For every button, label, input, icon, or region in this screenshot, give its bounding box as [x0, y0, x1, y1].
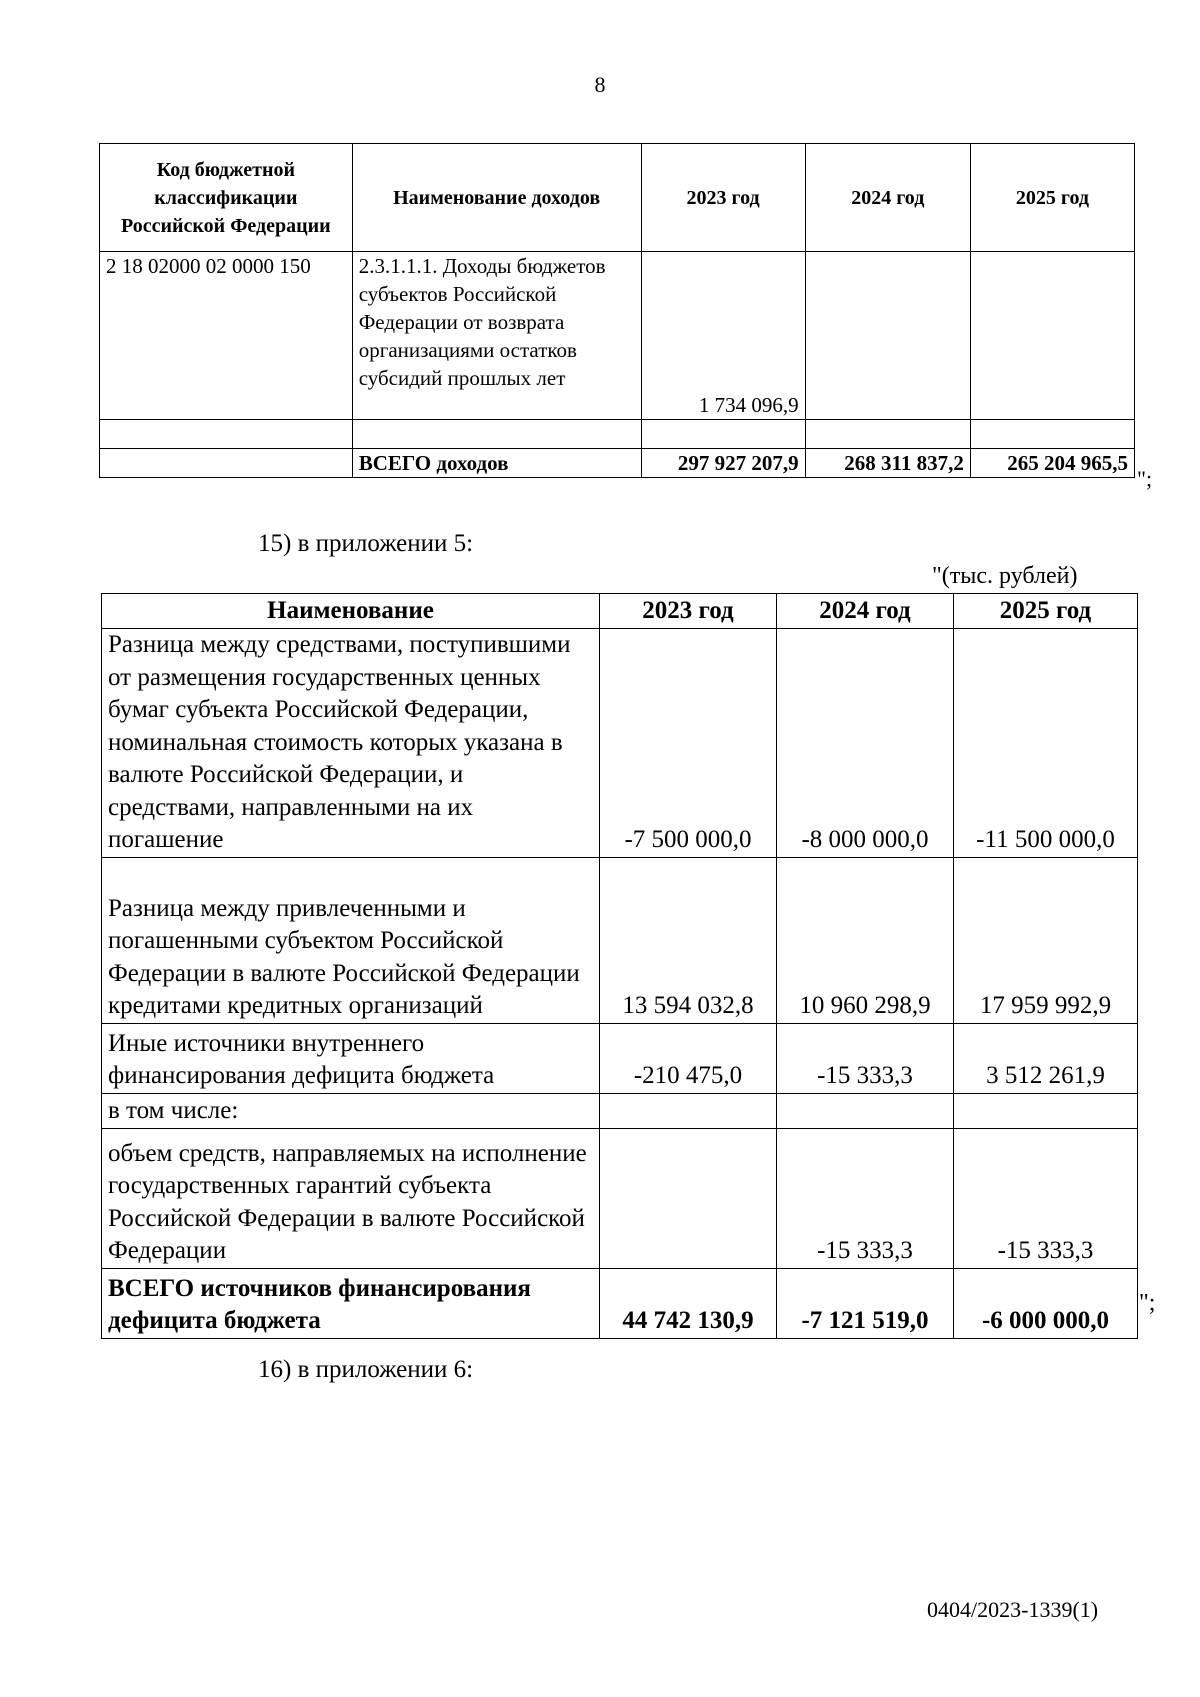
total-2023: 44 742 130,9: [600, 1268, 777, 1338]
total-label: ВСЕГО источников финансирования дефицита бюджета: [102, 1268, 600, 1338]
table-row: [102, 1093, 1138, 1128]
unit-note: "(тыс. рублей): [932, 563, 1078, 589]
cell-name: 2.3.1.1.1. Доходы бюджетов субъектов Российской Федерации от возврата организациями остатков субсидий прошлых лет: [352, 252, 641, 420]
cell-name: объем средств, направляемых на исполнение государственных гарантий субъекта Российской Федерации в валюте Российской Федерации: [102, 1128, 600, 1268]
cell-name: Разница между средствами, поступившими от размещения государственных ценных бумаг субъекта Российской Федерации, номинальная стоимость которых указана в валюте Российской Федерации, и средствами, направленными на их погашение: [102, 629, 600, 858]
cell-2024: -15 333,3: [777, 1023, 954, 1093]
cell-2025: [954, 1093, 1138, 1128]
paragraph-16: 16) в приложении 6:: [258, 1356, 474, 1383]
cell-2023: [600, 1093, 777, 1128]
sources-table: [101, 593, 1138, 1339]
cell-2025: [970, 252, 1134, 420]
total-2024: 268 311 837,2: [805, 449, 970, 478]
paragraph-15: 15) в приложении 5:: [258, 530, 474, 557]
total-row: [102, 1268, 1138, 1338]
table-header-row: [100, 144, 1135, 252]
header-2024: 2024 год: [805, 144, 970, 252]
cell-2023: -210 475,0: [600, 1023, 777, 1093]
table1-closing-quote: ";: [1137, 466, 1153, 491]
total-2025: 265 204 965,5: [970, 449, 1134, 478]
header-name: Наименование доходов: [352, 144, 641, 252]
header-2025: 2025 год: [954, 594, 1138, 629]
header-2024: 2024 год: [777, 594, 954, 629]
header-2023: 2023 год: [641, 144, 805, 252]
table-row: [102, 857, 1138, 1023]
cell-2023: -7 500 000,0: [600, 629, 777, 858]
header-code: Код бюджетной классификации Российской Федерации: [100, 144, 353, 252]
header-2023: 2023 год: [600, 594, 777, 629]
cell-2024: [805, 252, 970, 420]
cell-2024: -15 333,3: [777, 1128, 954, 1268]
table-row: [102, 1023, 1138, 1093]
table2-closing-quote: ";: [1139, 1290, 1156, 1316]
cell-name: в том числе:: [102, 1093, 600, 1128]
total-2023: 297 927 207,9: [641, 449, 805, 478]
cell-code: 2 18 02000 02 0000 150: [100, 252, 353, 420]
table-row: [100, 252, 1135, 420]
cell-2023: 13 594 032,8: [600, 857, 777, 1023]
cell-2024: -8 000 000,0: [777, 629, 954, 858]
page-number: 8: [594, 72, 606, 97]
cell-2023: 1 734 096,9: [641, 252, 805, 420]
total-label: ВСЕГО доходов: [352, 449, 641, 478]
cell-name: Иные источники внутреннего финансирования дефицита бюджета: [102, 1023, 600, 1093]
header-2025: 2025 год: [970, 144, 1134, 252]
table-row: [102, 629, 1138, 858]
cell-2025: -11 500 000,0: [954, 629, 1138, 858]
table-row: [102, 1128, 1138, 1268]
cell-2025: -15 333,3: [954, 1128, 1138, 1268]
total-2024: -7 121 519,0: [777, 1268, 954, 1338]
cell-name: Разница между привлеченными и погашенными субъектом Российской Федерации в валюте Российской Федерации кредитами кредитных организаций: [102, 857, 600, 1023]
total-row: [100, 449, 1135, 478]
document-code: 0404/2023-1339(1): [927, 1597, 1099, 1622]
table-header-row: [102, 594, 1138, 629]
cell-2024: 10 960 298,9: [777, 857, 954, 1023]
cell-2025: 3 512 261,9: [954, 1023, 1138, 1093]
total-2025: -6 000 000,0: [954, 1268, 1138, 1338]
cell-2025: 17 959 992,9: [954, 857, 1138, 1023]
empty-row: [100, 420, 1135, 449]
header-name: Наименование: [102, 594, 600, 629]
cell-2023: [600, 1128, 777, 1268]
cell-2024: [777, 1093, 954, 1128]
income-table: [99, 143, 1135, 478]
